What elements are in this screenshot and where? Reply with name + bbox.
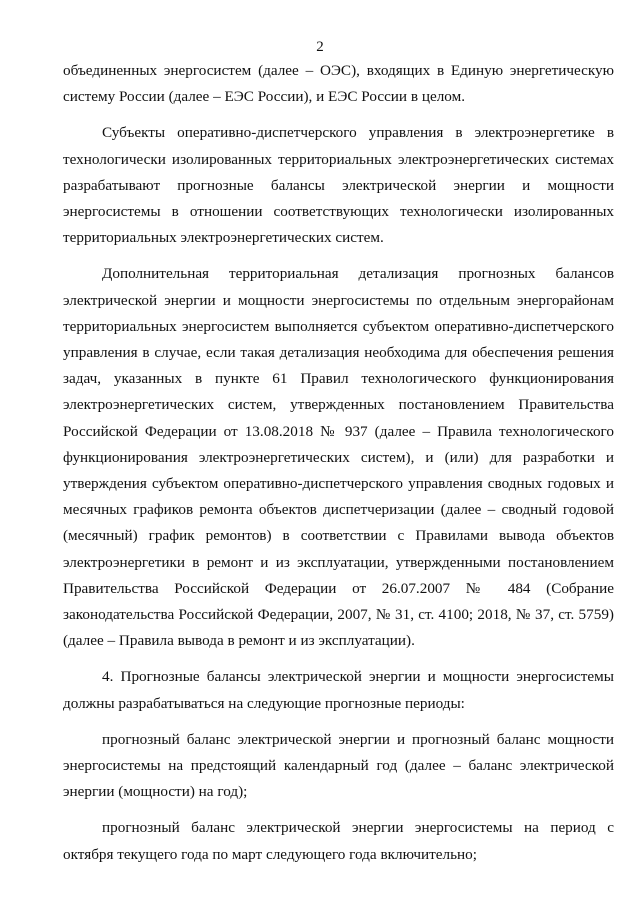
paragraph-territorial-detailing: Дополнительная территориальная детализация прогнозных балансов электрической энергии и мощности энергосистемы по отдельным энергорайонам территориальных энергосистем выполняется субъектом оперативно-диспетчерского управления в случае, если такая детализация необходима для обеспечения решения задач, указанных в пункте 61 Правил технологического функционирования электроэнергетических систем, утвержденных постановлением Правительства Российской Федерации от 13.08.2018 № 937 (далее – Правила технологического функционирования электроэнергетических систем), и (или) для разработки и утверждения субъектом оперативно-диспетчерского управления сводных годовых и месячных графиков ремонта объектов диспетчеризации (далее – сводный годовой (месячный) график ремонтов) в соответствии с Правилами вывода объектов электроэнергетики в ремонт и из эксплуатации, утвержденными постановлением Правительства Российской Федерации от 26.07.2007 № 484 (Собрание законодательства Российской Федерации, 2007, № 31, ст. 4100; 2018, № 37, ст. 5759) (далее – Правила вывода в ремонт и из эксплуатации). [63,265,614,650]
page-number: 2 [316,39,324,55]
list-item-winter-balance: прогнозный баланс электрической энергии энергосистемы на период с октября текущего года по март следующего года включительно; [63,819,614,863]
paragraph-dispatch-subjects: Субъекты оперативно-диспетчерского управления в электроэнергетике в технологически изолированных территориальных электроэнергетических системах разрабатывают прогнозные балансы электрической энергии и мощности энергосистемы в отношении соответствующих технологически изолированных территориальных электроэнергетических систем. [63,124,614,247]
paragraph-continuation: объединенных энергосистем (далее – ОЭС), входящих в Единую энергетическую систему России (далее – ЕЭС России), и ЕЭС России в целом. [63,62,614,106]
document-body [63,58,614,868]
paragraph-forecast-periods: 4. Прогнозные балансы электрической энергии и мощности энергосистемы должны разрабатываться на следующие прогнозные периоды: [63,668,614,712]
list-item-annual-balance: прогнозный баланс электрической энергии и прогнозный баланс мощности энергосистемы на предстоящий календарный год (далее – баланс электрической энергии (мощности) на год); [63,730,614,801]
